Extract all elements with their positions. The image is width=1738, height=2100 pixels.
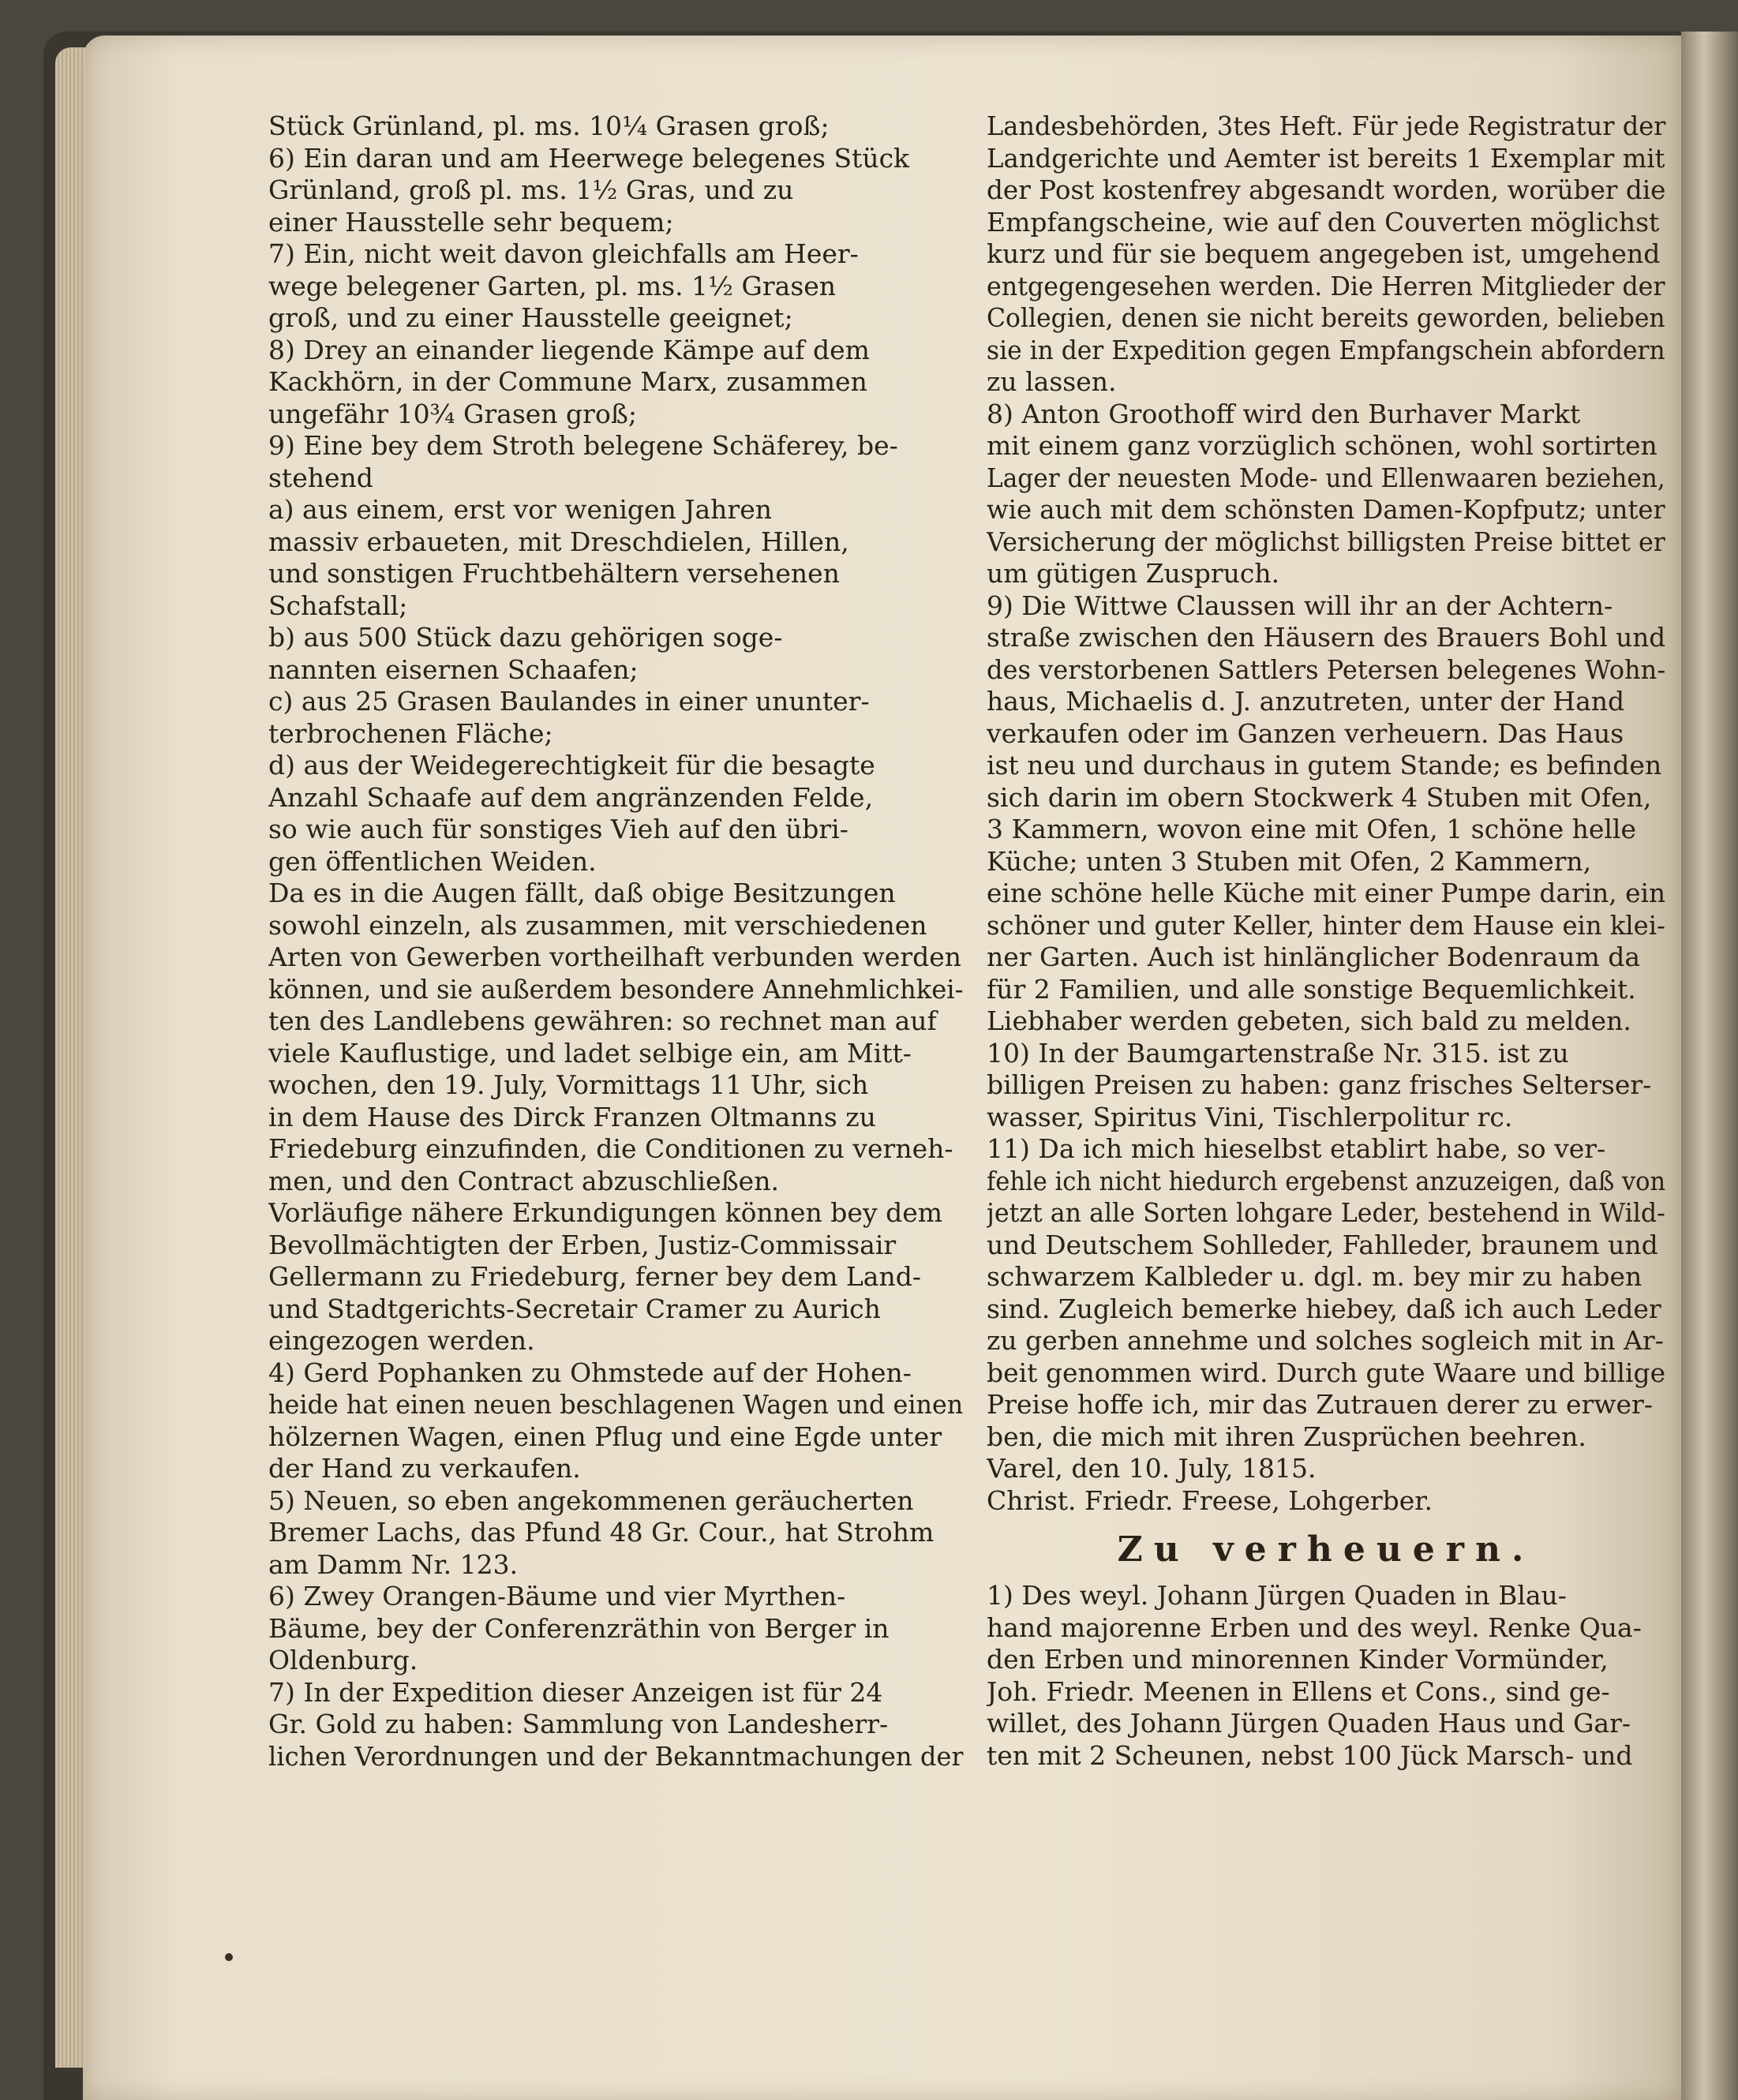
- text-line: verkaufen oder im Ganzen verheuern. Das Haus: [987, 717, 1624, 749]
- text-line: 1) Des weyl. Johann Jürgen Quaden in Blau-: [987, 1580, 1567, 1611]
- text-line: hölzernen Wagen, einen Pflug und eine Egde unter: [268, 1421, 942, 1452]
- right-column-bottom-text: [987, 1580, 1665, 1772]
- text-line: Oldenburg.: [268, 1645, 418, 1675]
- text-line: zu lassen.: [987, 366, 1117, 397]
- text-line: Vorläufige nähere Erkundigungen können bey dem: [268, 1197, 943, 1228]
- text-line: 7) In der Expedition dieser Anzeigen ist für 24: [268, 1676, 883, 1708]
- text-line: ungefähr 10¾ Grasen groß;: [268, 398, 637, 429]
- text-line: willet, des Johann Jürgen Quaden Haus und Gar-: [987, 1708, 1631, 1739]
- text-line: billigen Preisen zu haben: ganz frisches Selterser-: [987, 1069, 1652, 1100]
- text-line: für 2 Familien, und alle sonstige Bequemlichkeit.: [987, 973, 1636, 1005]
- text-line: um gütigen Zuspruch.: [987, 558, 1280, 589]
- text-line: der Hand zu verkaufen.: [268, 1453, 581, 1484]
- text-line: mit einem ganz vorzüglich schönen, wohl sortirten: [987, 430, 1657, 461]
- text-line: einer Hausstelle sehr bequem;: [268, 206, 674, 238]
- text-line: men, und den Contract abzuschließen.: [268, 1165, 779, 1196]
- text-line: den Erben und minorennen Kinder Vormünder,: [987, 1644, 1609, 1675]
- text-line: ist neu und durchaus in gutem Stande; es befinden: [987, 750, 1662, 780]
- text-line: Bremer Lachs, das Pfund 48 Gr. Cour., hat Strohm: [268, 1517, 935, 1548]
- ink-speck: [225, 1953, 233, 1961]
- right-column: [987, 110, 1665, 1772]
- text-line: schwarzem Kalbleder u. dgl. m. bey mir zu haben: [987, 1261, 1642, 1292]
- text-line: Grünland, groß pl. ms. 1½ Gras, und zu: [268, 174, 794, 205]
- text-line: 10) In der Baumgartenstraße Nr. 315. ist zu: [987, 1037, 1569, 1069]
- text-line: beit genommen wird. Durch gute Waare und billige: [987, 1357, 1666, 1388]
- text-line: stehend: [268, 462, 373, 493]
- text-line: Liebhaber werden gebeten, sich bald zu melden.: [987, 1005, 1631, 1036]
- text-line: in dem Hause des Dirck Franzen Oltmanns zu: [268, 1101, 876, 1132]
- text-line: heide hat einen neuen beschlagenen Wagen und einen: [268, 1389, 964, 1420]
- text-line: Preise hoffe ich, mir das Zutrauen derer zu erwer-: [987, 1389, 1653, 1420]
- section-heading: Zu verheuern.: [1117, 1529, 1535, 1570]
- text-line: Küche; unten 3 Stuben mit Ofen, 2 Kammern,: [987, 845, 1592, 877]
- text-line: der Post kostenfrey abgesandt worden, worüber die: [987, 174, 1666, 205]
- text-line: Bäume, bey der Conferenzräthin von Berger in: [268, 1612, 890, 1644]
- text-line: Bevollmächtigten der Erben, Justiz-Commissair: [268, 1229, 897, 1260]
- text-line: Versicherung der möglichst billigsten Preise bittet er: [987, 526, 1665, 557]
- text-line: Friedeburg einzufinden, die Conditionen zu verneh-: [268, 1133, 953, 1164]
- text-line: wasser, Spiritus Vini, Tischlerpolitur rc.: [987, 1101, 1513, 1132]
- text-line: entgegengesehen werden. Die Herren Mitglieder der: [987, 270, 1665, 301]
- text-line: Varel, den 10. July, 1815.: [987, 1453, 1317, 1484]
- text-line: Schafstall;: [268, 590, 408, 621]
- text-line: haus, Michaelis d. J. anzutreten, unter der Hand: [987, 686, 1625, 717]
- text-line: ten des Landlebens gewähren: so rechnet man auf: [268, 1005, 937, 1036]
- text-line: 11) Da ich mich hieselbst etablirt habe, so ver-: [987, 1133, 1606, 1164]
- text-line: 4) Gerd Pophanken zu Ohmstede auf der Hohen-: [268, 1357, 912, 1388]
- text-line: 6) Zwey Orangen-Bäume und vier Myrthen-: [268, 1581, 846, 1611]
- text-line: fehle ich nicht hiedurch ergebenst anzuzeigen, daß von: [987, 1165, 1666, 1196]
- text-line: jetzt an alle Sorten lohgare Leder, bestehend in Wild-: [987, 1197, 1665, 1228]
- text-line: straße zwischen den Häusern des Brauers Bohl und: [987, 622, 1666, 653]
- text-line: a) aus einem, erst vor wenigen Jahren: [268, 494, 772, 525]
- text-line: ten mit 2 Scheunen, nebst 100 Jück Marsch- und: [987, 1739, 1633, 1771]
- text-line: Empfangscheine, wie auf den Couverten möglichst: [987, 206, 1660, 238]
- text-line: lichen Verordnungen und der Bekanntmachungen der: [268, 1740, 964, 1772]
- text-line: Stück Grünland, pl. ms. 10¼ Grasen groß;: [268, 110, 830, 141]
- text-line: können, und sie außerdem besondere Annehmlichkei-: [268, 973, 964, 1005]
- text-line: 9) Eine bey dem Stroth belegene Schäferey, be-: [268, 430, 898, 461]
- text-line: Joh. Friedr. Meenen in Ellens et Cons., sind ge-: [987, 1675, 1610, 1707]
- text-line: viele Kauflustige, und ladet selbige ein, am Mitt-: [268, 1037, 912, 1069]
- text-line: 6) Ein daran und am Heerwege belegenes Stück: [268, 142, 910, 174]
- book-gutter: [1681, 32, 1738, 2100]
- text-line: Landgerichte und Aemter ist bereits 1 Exemplar mit: [987, 142, 1665, 174]
- text-line: Lager der neuesten Mode- und Ellenwaaren beziehen,: [987, 462, 1665, 493]
- text-line: hand majorenne Erben und des weyl. Renke Qua-: [987, 1611, 1642, 1643]
- text-line: gen öffentlichen Weiden.: [268, 845, 597, 877]
- text-line: zu gerben annehme und solches sogleich mit in Ar-: [987, 1325, 1664, 1356]
- text-line: c) aus 25 Grasen Baulandes in einer ununter-: [268, 686, 870, 717]
- text-line: 3 Kammern, wovon eine mit Ofen, 1 schöne helle: [987, 814, 1637, 844]
- page-stack-edge: [55, 47, 85, 2068]
- text-line: 8) Drey an einander liegende Kämpe auf dem: [268, 334, 870, 365]
- text-line: und Stadtgerichts-Secretair Cramer zu Aurich: [268, 1293, 881, 1324]
- text-line: eingezogen werden.: [268, 1325, 535, 1356]
- text-line: sich darin im obern Stockwerk 4 Stuben mit Ofen,: [987, 781, 1652, 813]
- text-line: massiv erbaueten, mit Dreschdielen, Hillen,: [268, 526, 849, 557]
- text-line: und sonstigen Fruchtbehältern versehenen: [268, 558, 840, 589]
- text-line: 5) Neuen, so eben angekommenen geräucherten: [268, 1484, 914, 1516]
- text-line: 8) Anton Groothoff wird den Burhaver Markt: [987, 398, 1581, 429]
- text-line: nannten eisernen Schaafen;: [268, 653, 639, 685]
- text-line: groß, und zu einer Hausstelle geeignet;: [268, 302, 793, 333]
- text-line: d) aus der Weidegerechtigkeit für die besagte: [268, 750, 875, 780]
- text-line: eine schöne helle Küche mit einer Pumpe darin, ein: [987, 878, 1665, 908]
- text-line: b) aus 500 Stück dazu gehörigen soge-: [268, 622, 783, 653]
- text-line: Christ. Friedr. Freese, Lohgerber.: [987, 1484, 1433, 1516]
- text-line: Gellermann zu Friedeburg, ferner bey dem Land-: [268, 1261, 921, 1292]
- text-line: wochen, den 19. July, Vormittags 11 Uhr, sich: [268, 1069, 869, 1100]
- text-line: 9) Die Wittwe Claussen will ihr an der Achtern-: [987, 590, 1613, 621]
- text-line: Kackhörn, in der Commune Marx, zusammen: [268, 366, 867, 397]
- text-line: Arten von Gewerben vortheilhaft verbunden werden: [268, 941, 961, 972]
- right-column-top-text: [987, 110, 1665, 1517]
- text-line: Da es in die Augen fällt, daß obige Besitzungen: [268, 878, 896, 908]
- text-line: so wie auch für sonstiges Vieh auf den übri-: [268, 814, 848, 844]
- text-line: terbrochenen Fläche;: [268, 717, 553, 749]
- text-line: kurz und für sie bequem angegeben ist, umgehend: [987, 238, 1661, 269]
- left-column: [268, 110, 963, 1772]
- text-line: des verstorbenen Sattlers Petersen belegenes Wohn-: [987, 653, 1666, 685]
- text-line: Anzahl Schaafe auf dem angränzenden Felde,: [268, 781, 874, 813]
- text-line: wie auch mit dem schönsten Damen-Kopfputz; unter: [987, 494, 1665, 525]
- text-line: wege belegener Garten, pl. ms. 1½ Grasen: [268, 270, 837, 301]
- text-line: schöner und guter Keller, hinter dem Hause ein klei-: [987, 909, 1665, 941]
- text-line: und Deutschem Sohlleder, Fahlleder, braunem und: [987, 1229, 1658, 1260]
- text-line: am Damm Nr. 123.: [268, 1548, 519, 1580]
- text-line: ner Garten. Auch ist hinlänglicher Bodenraum da: [987, 941, 1641, 972]
- text-line: ben, die mich mit ihren Zusprüchen beehren.: [987, 1421, 1586, 1452]
- text-line: Landesbehörden, 3tes Heft. Für jede Registratur der: [987, 110, 1666, 141]
- text-line: 7) Ein, nicht weit davon gleichfalls am Heer-: [268, 238, 859, 269]
- text-line: Collegien, denen sie nicht bereits geworden, belieben: [987, 302, 1665, 333]
- text-line: sind. Zugleich bemerke hiebey, daß ich auch Leder: [987, 1293, 1661, 1324]
- text-line: sie in der Expedition gegen Empfangschein abfordern: [987, 334, 1665, 365]
- text-line: sowohl einzeln, als zusammen, mit verschiedenen: [268, 909, 927, 941]
- text-line: Gr. Gold zu haben: Sammlung von Landesherr-: [268, 1709, 889, 1739]
